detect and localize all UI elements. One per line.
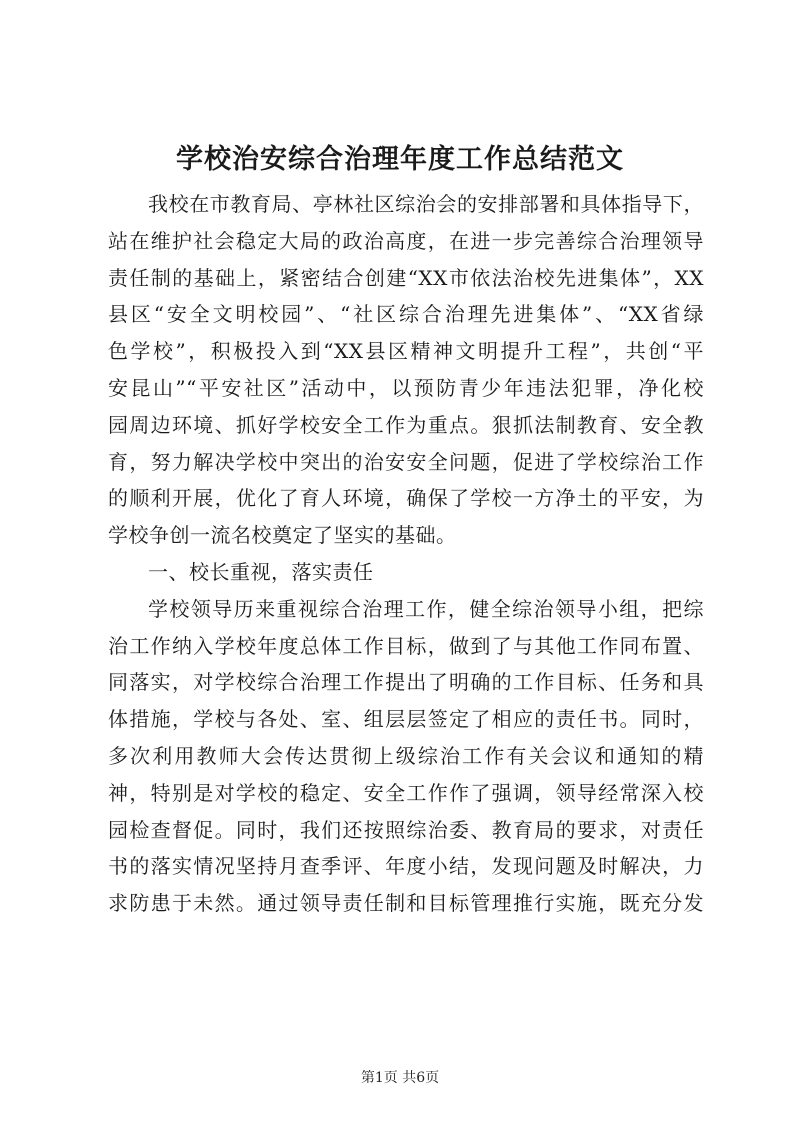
text-line: 县区“安全文明校园”、“社区综合治理先进集体”、“XX省绿 [108,302,704,327]
text-line: 求防患于未然。通过领导责任制和目标管理推行实施，既充分发 [108,891,704,916]
text-line: 的顺利开展，优化了育人环境，确保了学校一方净土的平安，为 [108,486,704,511]
text-line: 园周边环境、抓好学校安全工作为重点。狠抓法制教育、安全教 [108,412,704,437]
text-line: 学校领导历来重视综合治理工作，健全综治领导小组，把综 [148,596,704,621]
document-title: 学校治安综合治理年度工作总结范文 [176,144,624,175]
text-line: 同落实，对学校综合治理工作提出了明确的工作目标、任务和具 [108,670,704,695]
text-line: 书的落实情况坚持月查季评、年度小结，发现问题及时解决，力 [108,854,704,879]
text-line: 治工作纳入学校年度总体工作目标，做到了与其他工作同布置、 [108,633,704,658]
document-body [108,186,704,922]
page-footer [0,1068,800,1088]
text-line: 育，努力解决学校中突出的治安安全问题，促进了学校综治工作 [108,449,704,474]
text-line: 园检查督促。同时，我们还按照综治委、教育局的要求，对责任 [108,817,704,842]
text-line: 体措施，学校与各处、室、组层层签定了相应的责任书。同时， [108,707,704,732]
text-line: 神，特别是对学校的稳定、安全工作作了强调，领导经常深入校 [108,780,704,805]
text-line: 多次利用教师大会传达贯彻上级综治工作有关会议和通知的精 [108,743,704,768]
section-heading: 一、校长重视，落实责任 [148,559,374,584]
page-number-label: 第1页 共6页 [360,1070,440,1086]
text-line: 站在维护社会稳定大局的政治高度，在进一步完善综合治理领导 [108,228,704,253]
text-line: 责任制的基础上，紧密结合创建“XX市依法治校先进集体”，XX [108,265,704,290]
text-line: 我校在市教育局、亭林社区综治会的安排部署和具体指导下， [148,192,704,216]
text-line: 学校争创一流名校奠定了坚实的基础。 [108,523,457,548]
text-line: 安昆山”“平安社区”活动中，以预防青少年违法犯罪，净化校 [108,375,704,400]
text-line: 色学校”，积极投入到“XX县区精神文明提升工程”，共创“平 [108,339,704,364]
